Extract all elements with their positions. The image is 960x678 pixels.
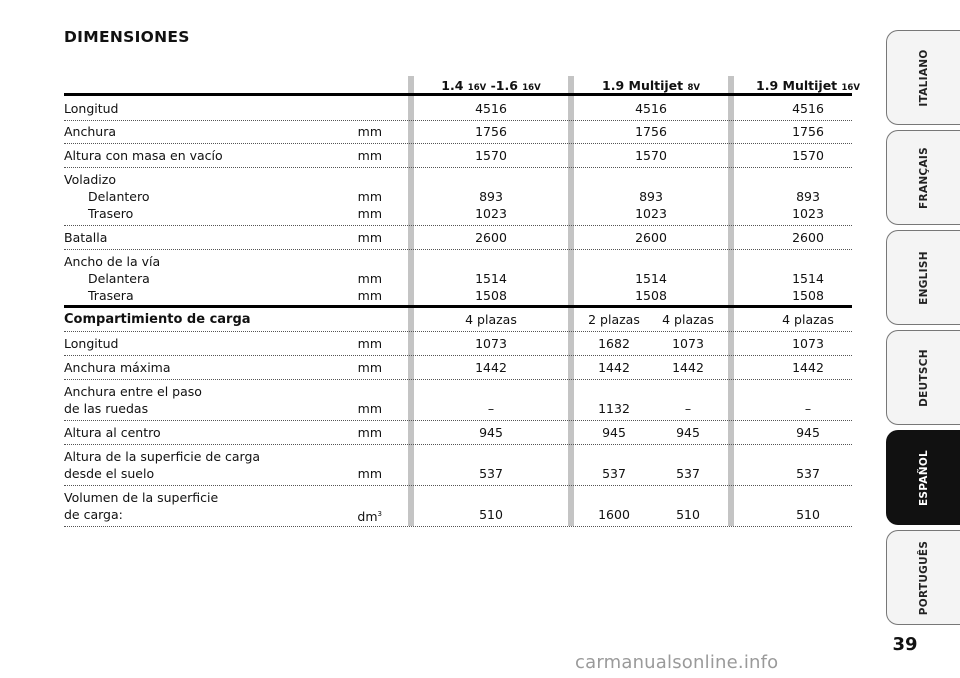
row-divider: [64, 167, 852, 168]
tab-espanol[interactable]: ESPAÑOL: [886, 430, 960, 525]
row-divider: [64, 355, 852, 356]
row-divider: [64, 420, 852, 421]
tab-english[interactable]: ENGLISH: [886, 230, 960, 325]
unit-dm3: $dm^3$: [357, 509, 382, 525]
row-divider: [64, 225, 852, 226]
row-divider: [64, 249, 852, 250]
section-rule: [64, 305, 852, 308]
page-number: 39: [892, 634, 918, 655]
row-divider: [64, 444, 852, 445]
row-divider: [64, 120, 852, 121]
tab-portugues[interactable]: PORTUGUÊS: [886, 530, 960, 625]
section-heading: Compartimiento de carga: [64, 312, 251, 327]
tab-francais[interactable]: FRANÇAIS: [886, 130, 960, 225]
tab-italiano[interactable]: ITALIANO: [886, 30, 960, 125]
tab-deutsch[interactable]: DEUTSCH: [886, 330, 960, 425]
row-divider: [64, 331, 852, 332]
row-divider: [64, 143, 852, 144]
row-divider: [64, 485, 852, 486]
header-rule: [64, 93, 852, 96]
row-divider: [64, 526, 852, 527]
row-divider: [64, 379, 852, 380]
column-header-2: 1.9 Multijet 8V: [602, 78, 700, 93]
watermark: carmanualsonline.info: [575, 652, 779, 673]
column-header-1: 1.4 16V -1.6 16V: [441, 78, 541, 93]
column-header-3: 1.9 Multijet 16V: [756, 78, 860, 93]
page-title: DIMENSIONES: [64, 28, 190, 46]
